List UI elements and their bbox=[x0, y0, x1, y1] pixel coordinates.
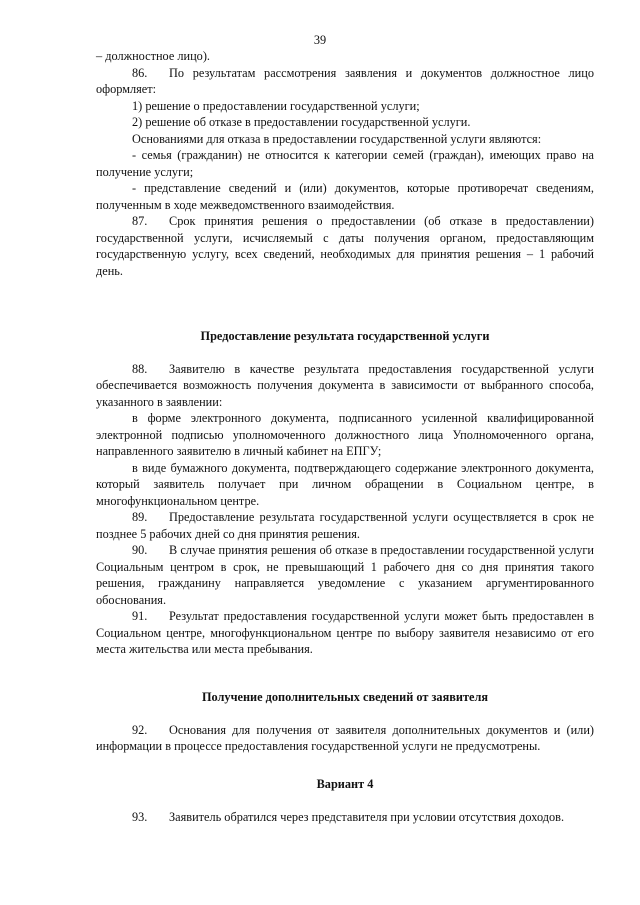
paragraph-text: Основания для получения от заявителя дополнительных документов и (или) информации в процессе предоставления государственной услуги не предусмотрены. bbox=[96, 722, 594, 753]
paragraph-text: Заявителю в качестве результата предоставления государственной услуги обеспечивается возможность получения документа в зависимости от выбранного способа, указанного в заявлении: bbox=[96, 361, 594, 409]
paragraph-number: 86. bbox=[132, 65, 148, 80]
page-number: 39 bbox=[313, 33, 327, 47]
paragraph-number: 93. bbox=[132, 809, 148, 824]
paragraph-87 bbox=[96, 213, 594, 279]
paragraph-89 bbox=[96, 509, 594, 542]
paragraph: Основаниями для отказа в предоставлении государственной услуги являются: bbox=[132, 131, 542, 146]
list-item: 2) решение об отказе в предоставлении государственной услуги. bbox=[132, 115, 471, 129]
paragraph-number: 88. bbox=[132, 361, 148, 376]
paragraph-91 bbox=[96, 608, 594, 658]
paragraph-text: В случае принятия решения об отказе в предоставлении государственной услуги Социальным центром в срок, не превышающий 1 рабочего дня со дня принятия такого решения, гражданину направляется уведомление с указанием аргументированного обоснования. bbox=[96, 543, 594, 607]
section-heading: Получение дополнительных сведений от заявителя bbox=[201, 690, 489, 704]
paragraph-92 bbox=[96, 722, 594, 755]
list-item: в виде бумажного документа, подтверждающего содержание электронного документа, который заявитель получает при личном обращении в Социальном центре, в многофункциональном центре. bbox=[96, 460, 594, 508]
paragraph-text: Срок принятия решения о предоставлении (об отказе в предоставлении) государственной услуги, исчисляемый с даты получения органом, предоставляющим государственную услугу, всех сведений, необходимых для принятия решения – 1 рабочий день. bbox=[96, 214, 594, 278]
section-additional-info bbox=[96, 689, 594, 755]
paragraph: – должностное лицо). bbox=[96, 49, 210, 63]
section-heading: Предоставление результата государственной услуги bbox=[200, 329, 490, 343]
paragraph-number: 90. bbox=[132, 543, 148, 557]
list-item: в форме электронного документа, подписанного усиленной квалифицированной электронной подписью уполномоченного должностного лица Уполномоченного органа, направленного заявителю в личный кабинет на ЕПГУ; bbox=[96, 411, 594, 458]
paragraph-number: 91. bbox=[132, 609, 148, 623]
paragraph-text: Предоставление результата государственной услуги осуществляется в срок не позднее 5 рабочих дней со дня принятия решения. bbox=[96, 510, 594, 541]
paragraph-88 bbox=[96, 361, 594, 411]
paragraph-86 bbox=[96, 65, 594, 98]
paragraph-number: 92. bbox=[132, 722, 148, 737]
paragraph-number: 89. bbox=[132, 510, 148, 524]
list-item: - семья (гражданин) не относится к категории семей (граждан), имеющих право на получение услуги; bbox=[96, 148, 594, 179]
paragraph-text: Заявитель обратился через представителя при условии отсутствия доходов. bbox=[169, 809, 565, 824]
section-results bbox=[96, 328, 594, 658]
paragraph-text: По результатам рассмотрения заявления и документов должностное лицо оформляет: bbox=[96, 65, 594, 96]
paragraph-90 bbox=[96, 542, 594, 608]
paragraph-93 bbox=[96, 809, 594, 826]
paragraph-text: Результат предоставления государственной услуги может быть предоставлен в Социальном центре, многофункциональном центре по выбору заявителя независимо от его места жительства или места пребывания. bbox=[96, 609, 594, 656]
page-body bbox=[96, 48, 594, 279]
list-item: 1) решение о предоставлении государственной услуги; bbox=[132, 98, 420, 113]
list-item: - представление сведений и (или) документов, которые противоречат сведениям, полученным в ходе межведомственного взаимодействия. bbox=[96, 181, 594, 212]
variant-heading: Вариант 4 bbox=[316, 777, 374, 791]
paragraph-number: 87. bbox=[132, 214, 148, 228]
section-variant bbox=[96, 776, 594, 825]
